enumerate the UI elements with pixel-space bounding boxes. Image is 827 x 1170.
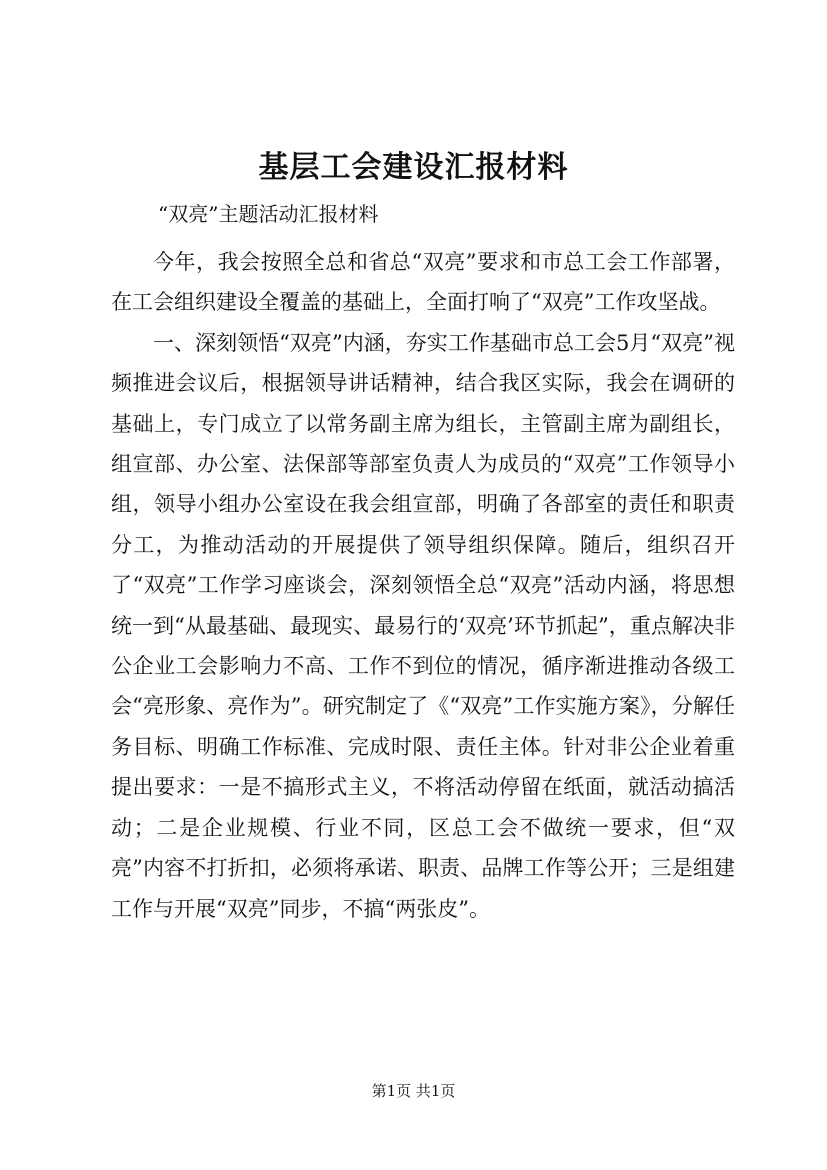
body-paragraph-intro: 今年，我会按照全总和省总“双亮”要求和市总工会工作部署，在工会组织建设全覆盖的基础上，全面打响了“双亮”工作攻坚战。: [111, 250, 735, 315]
document-subtitle: “双亮”主题活动汇报材料: [158, 202, 379, 226]
page-number-footer: 第1页 共1页: [371, 1082, 456, 1100]
document-body: [111, 242, 735, 929]
document-title: 基层工会建设汇报材料: [258, 150, 569, 185]
body-paragraph-section-one: 一、深刻领悟“双亮”内涵，夯实工作基础市总工会5月“双亮”视频推进会议后，根据领导讲话精神，结合我区实际，我会在调研的基础上，专门成立了以常务副主席为组长，主管副主席为副组长，组宣部、办公室、法保部等部室负责人为成员的“双亮”工作领导小组，领导小组办公室设在我会组宣部，明确了各部室的责任和职责分工，为推动活动的开展提供了领导组织保障。随后，组织召开了“双亮”工作学习座谈会，深刻领悟全总“双亮”活动内涵，将思想统一到“从最基础、最现实、最易行的‘双亮’环节抓起”，重点解决非公企业工会影响力不高、工作不到位的情况，循序渐进推动各级工会“亮形象、亮作为”。研究制定了《“双亮”工作实施方案》，分解任务目标、明确工作标准、完成时限、责任主体。针对非公企业着重提出要求：一是不搞形式主义，不将活动停留在纸面，就活动搞活动；二是企业规模、行业不同，区总工会不做统一要求，但“双亮”内容不打折扣，必须将承诺、职责、品牌工作等公开；三是组建工作与开展“双亮”同步，不搞“两张皮”。: [111, 330, 735, 921]
